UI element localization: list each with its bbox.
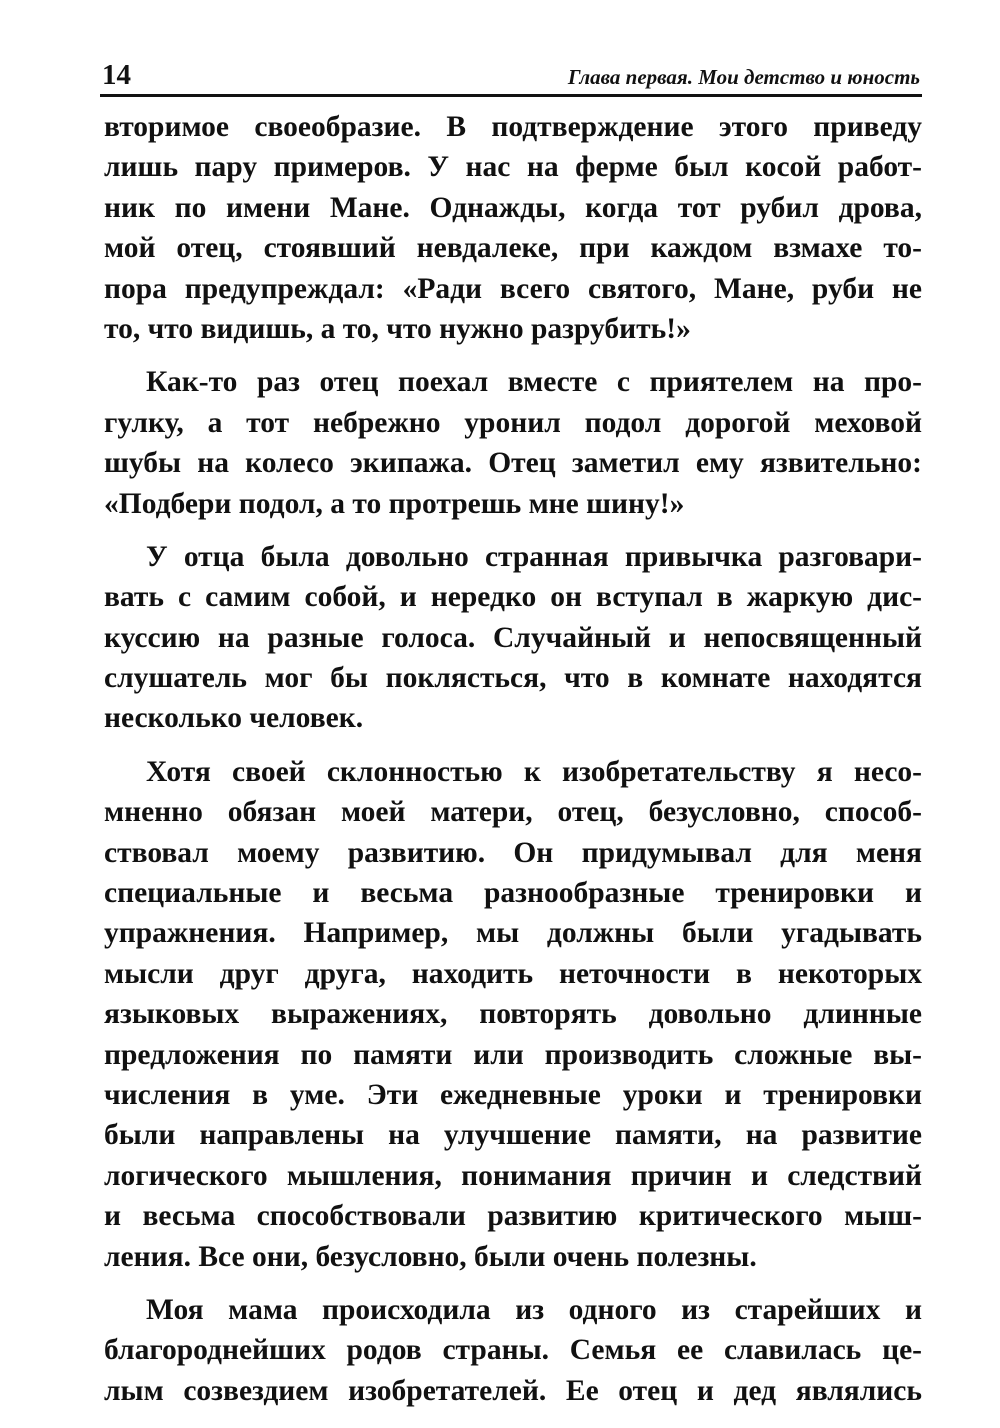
paragraph-spacer: [104, 349, 922, 362]
text-line: ления. Все они, безусловно, были очень полезны.: [104, 1240, 757, 1273]
paragraph-4: [104, 752, 922, 1277]
text-line: мысли друг друга, находить неточности в некоторых: [104, 957, 922, 990]
text-line: пора предупреждал: «Ради всего святого, Мане, руби не: [104, 272, 922, 305]
paragraph-5: [104, 1290, 922, 1411]
text-line: были направлены на улучшение памяти, на развитие: [104, 1119, 922, 1152]
text-line: куссию на разные голоса. Случайный и непосвященный: [104, 621, 922, 654]
text-line: упражнения. Например, мы должны были угадывать: [104, 917, 922, 950]
text-line: специальные и весьма разнообразные тренировки и: [104, 877, 922, 910]
text-line: то, что видишь, а то, что нужно разрубить!»: [104, 312, 691, 345]
running-header: [100, 52, 922, 97]
text-line: предложения по памяти или производить сложные вы-: [104, 1038, 922, 1071]
text-line: и весьма способствовали развитию критического мыш-: [104, 1200, 922, 1233]
text-line: мненно обязан моей матери, отец, безусловно, способ-: [104, 796, 922, 829]
chapter-title: Глава первая. Мои детство и юность: [567, 65, 920, 89]
text-line: ник по имени Мане. Однажды, когда тот рубил дрова,: [104, 191, 922, 224]
text-line: числения в уме. Эти ежедневные уроки и тренировки: [104, 1078, 922, 1111]
paragraph-3: [104, 537, 922, 739]
text-line: Как-то раз отец поехал вместе с приятелем на про-: [146, 366, 922, 399]
text-line: шубы на колесо экипажа. Отец заметил ему язвительно:: [104, 447, 922, 480]
text-line: вторимое своеобразие. В подтверждение этого приведу: [104, 111, 922, 143]
text-line: языковых выражениях, повторять довольно длинные: [104, 998, 922, 1031]
text-line: «Подбери подол, а то протрешь мне шину!»: [104, 487, 685, 520]
paragraph-spacer: [104, 1277, 922, 1290]
text-line: Хотя своей склонностью к изобретательству я несо-: [146, 755, 922, 788]
text-line: Моя мама происходила из одного из старейших и: [146, 1293, 922, 1326]
text-line: логического мышления, понимания причин и следствий: [104, 1159, 922, 1192]
paragraph-spacer: [104, 739, 922, 752]
text-line: вать с самим собой, и нередко он вступал в жаркую дис-: [104, 581, 922, 614]
page-number: 14: [102, 59, 131, 91]
text-line: слушатель мог бы поклясться, что в комнате находятся: [104, 662, 922, 695]
paragraph-spacer: [104, 524, 922, 537]
body-text: [104, 107, 922, 1411]
text-line: ствовал моему развитию. Он придумывал для меня: [104, 836, 922, 869]
text-line: лым созвездием изобретателей. Ее отец и дед являлись: [104, 1374, 922, 1407]
text-line: гулку, а тот небрежно уронил подол дорогой меховой: [104, 406, 922, 439]
paragraph-1: [104, 107, 922, 349]
text-line: несколько человек.: [104, 702, 364, 735]
text-line: У отца была довольно странная привычка разговари-: [146, 540, 922, 573]
text-line: лишь пару примеров. У нас на ферме был косой работ-: [104, 151, 922, 184]
paragraph-2: [104, 362, 922, 524]
text-line: мой отец, стоявший невдалеке, при каждом взмахе то-: [104, 232, 922, 265]
text-line: благороднейших родов страны. Семья ее славилась це-: [104, 1334, 922, 1367]
